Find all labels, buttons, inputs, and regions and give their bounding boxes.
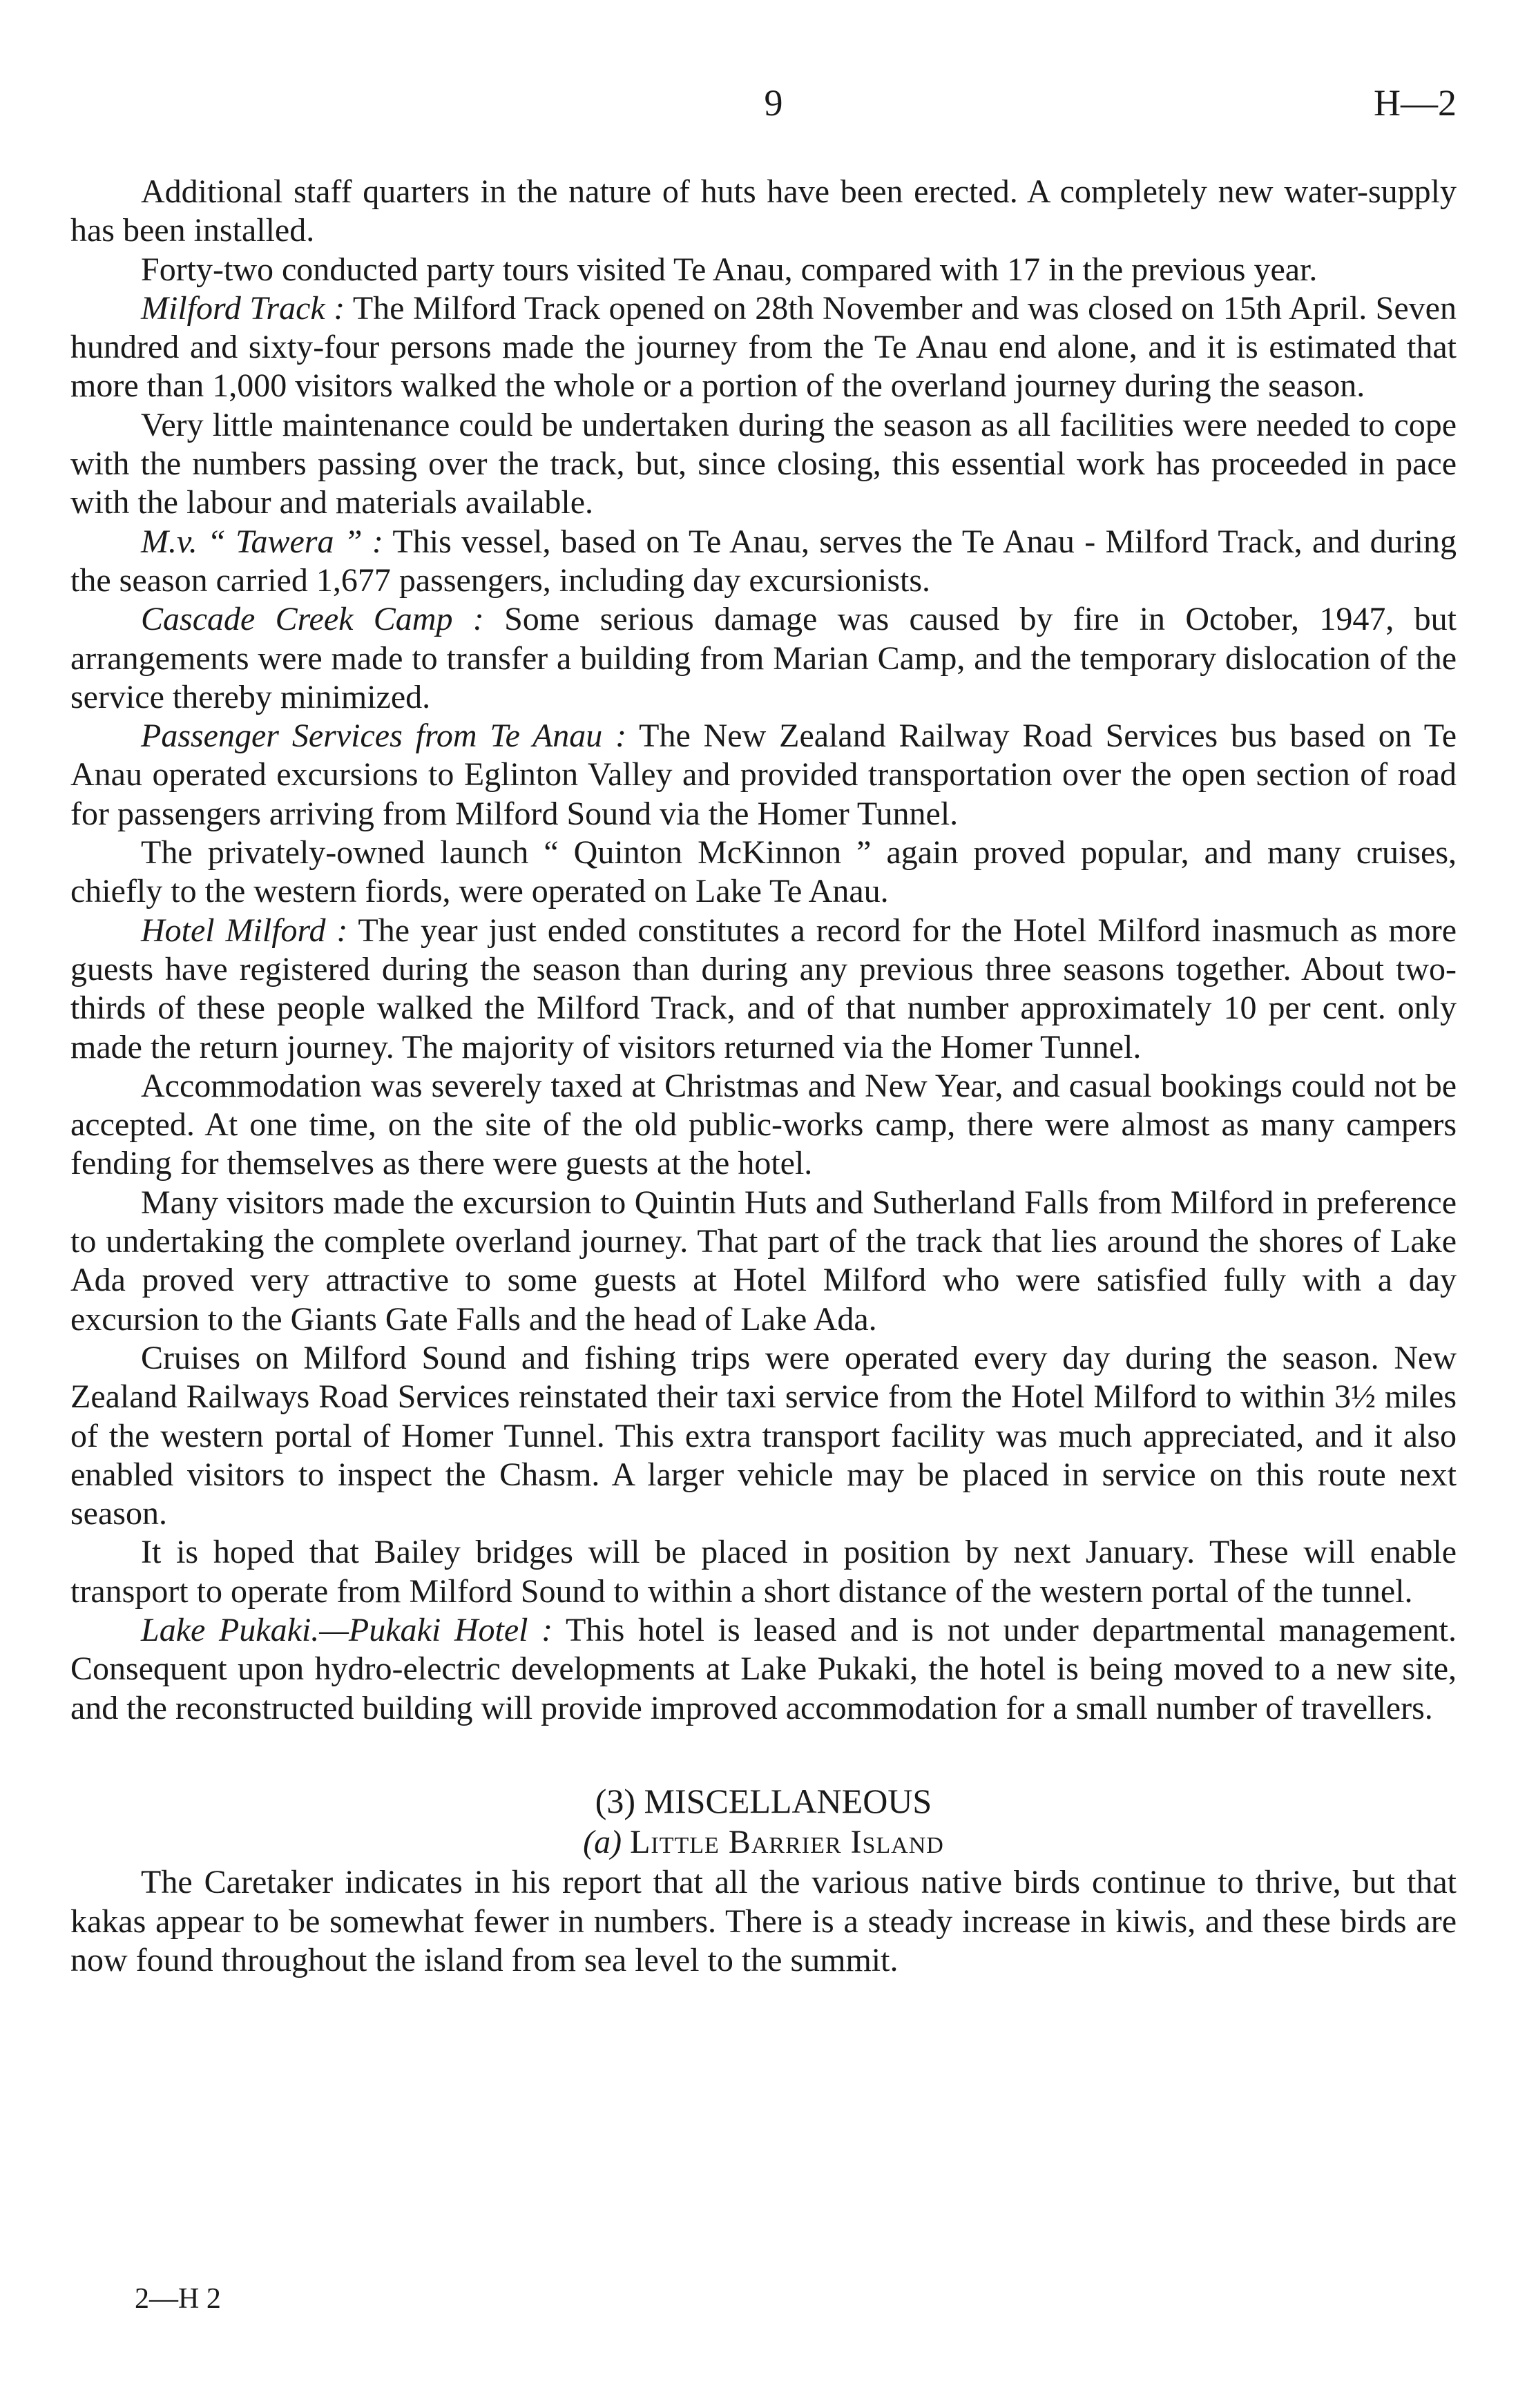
subsection-title [70, 1823, 1457, 1862]
page-number: 9 [764, 82, 783, 124]
subsection-letter: (a) [583, 1824, 622, 1861]
report-body [70, 173, 1457, 1980]
section-title: (3) MISCELLANEOUS [595, 1781, 932, 1820]
paragraph-text: Very little maintenance could be undertaken during the season as all facilities were needed to cope with the numbers passing over the track, but, since closing, this essential work has proceeded in pace with the labour and materials available. [70, 406, 1457, 521]
document-code: H—2 [1374, 82, 1457, 124]
paragraph-text: Cruises on Milford Sound and fishing trips were operated every day during the season. New Zealand Railways Road Services reinstated their taxi service from the Hotel Milford to within 3½ miles of the western portal of Homer Tunnel. This extra transport facility was much appreciated, and it also enabled visitors to inspect the Chasm. A larger vehicle may be placed in service on this route next season. [70, 1339, 1457, 1532]
paragraph-heading: Hotel Milford : [141, 912, 348, 949]
paragraph-heading: Lake Pukaki.—Pukaki Hotel : [141, 1611, 553, 1648]
paragraph [70, 289, 1457, 406]
paragraph [70, 717, 1457, 834]
paragraph [70, 251, 1457, 289]
paragraph [70, 600, 1457, 717]
paragraph-heading: Milford Track : [141, 289, 345, 327]
paragraph-text: Accommodation was severely taxed at Christmas and New Year, and casual bookings could not be accepted. At one time, on the site of the old public-works camp, there were almost as many campers fending for themselves as there were guests at the hotel. [70, 1067, 1457, 1182]
paragraph [70, 1611, 1457, 1728]
paragraph-text: The year just ended constitutes a record for the Hotel Milford inasmuch as more guests have registered during the season than during any previous three seasons together. About two-thirds of these people walked the Milford Track, and of that number approximately 10 per cent. only made the return journey. The majority of visitors returned via the Homer Tunnel. [70, 912, 1457, 1066]
paragraph-text: This hotel is leased and is not under departmental management. Consequent upon hydro-electric developments at Lake Pukaki, the hotel is being moved to a new site, and the reconstructed building will provide improved accommodation for a small number of travellers. [70, 1611, 1457, 1726]
page-signature: 2—H 2 [135, 2283, 221, 2315]
paragraph-text: Some serious damage was caused by fire in October, 1947, but arrangements were made to transfer a building from Marian Camp, and the temporary dislocation of the service thereby minimized. [70, 601, 1457, 715]
paragraph [70, 406, 1457, 523]
paragraph-heading: M.v. “ Tawera ” : [141, 523, 383, 560]
paragraph-text: This vessel, based on Te Anau, serves the Te Anau - Milford Track, and during the season carried 1,677 passengers, including day excursionists. [70, 523, 1457, 599]
paragraph-text: The privately-owned launch “ Quinton McKinnon ” again proved popular, and many cruises, chiefly to the western fiords, were operated on Lake Te Anau. [70, 834, 1457, 910]
paragraph [70, 1067, 1457, 1184]
section-paragraph: The Caretaker indicates in his report that all the various native birds continue to thrive, but that kakas appear to be somewhat fewer in numbers. There is a steady increase in kiwis, and these birds are now found throughout the island from sea level to the summit. [70, 1864, 1457, 1979]
paragraph [70, 1533, 1457, 1611]
paragraph [70, 912, 1457, 1067]
paragraph-text: Forty-two conducted party tours visited Te Anau, compared with 17 in the previous year. [141, 251, 1318, 288]
paragraph-text: It is hoped that Bailey bridges will be placed in position by next January. These will enable transport to operate from Milford Sound to within a short distance of the western portal of the tunnel. [70, 1534, 1457, 1610]
paragraph [70, 173, 1457, 251]
paragraph-heading: Cascade Creek Camp : [141, 601, 484, 638]
paragraph [70, 523, 1457, 601]
paragraph-text: The New Zealand Railway Road Services bus based on Te Anau operated excursions to Eglinton Valley and provided transportation over the open section of road for passengers arriving from Milford Sound via the Homer Tunnel. [70, 717, 1457, 832]
subsection-name: Little Barrier Island [630, 1824, 944, 1861]
paragraph [70, 834, 1457, 912]
paragraph-text: The Milford Track opened on 28th November and was closed on 15th April. Seven hundred and sixty-four persons made the journey from the Te Anau end alone, and it is estimated that more than 1,000 visitors walked the whole or a portion of the overland journey during the season. [70, 289, 1457, 405]
paragraph-text: Many visitors made the excursion to Quintin Huts and Sutherland Falls from Milford in preference to undertaking the complete overland journey. That part of the track that lies around the shores of Lake Ada proved very attractive to some guests at Hotel Milford who were satisfied fully with a day excursion to the Giants Gate Falls and the head of Lake Ada. [70, 1184, 1457, 1338]
paragraph [70, 1339, 1457, 1533]
paragraph-text: Additional staff quarters in the nature of huts have been erected. A completely new water-supply has been installed. [70, 173, 1457, 249]
paragraph-heading: Passenger Services from Te Anau : [141, 717, 627, 755]
paragraph [70, 1184, 1457, 1339]
